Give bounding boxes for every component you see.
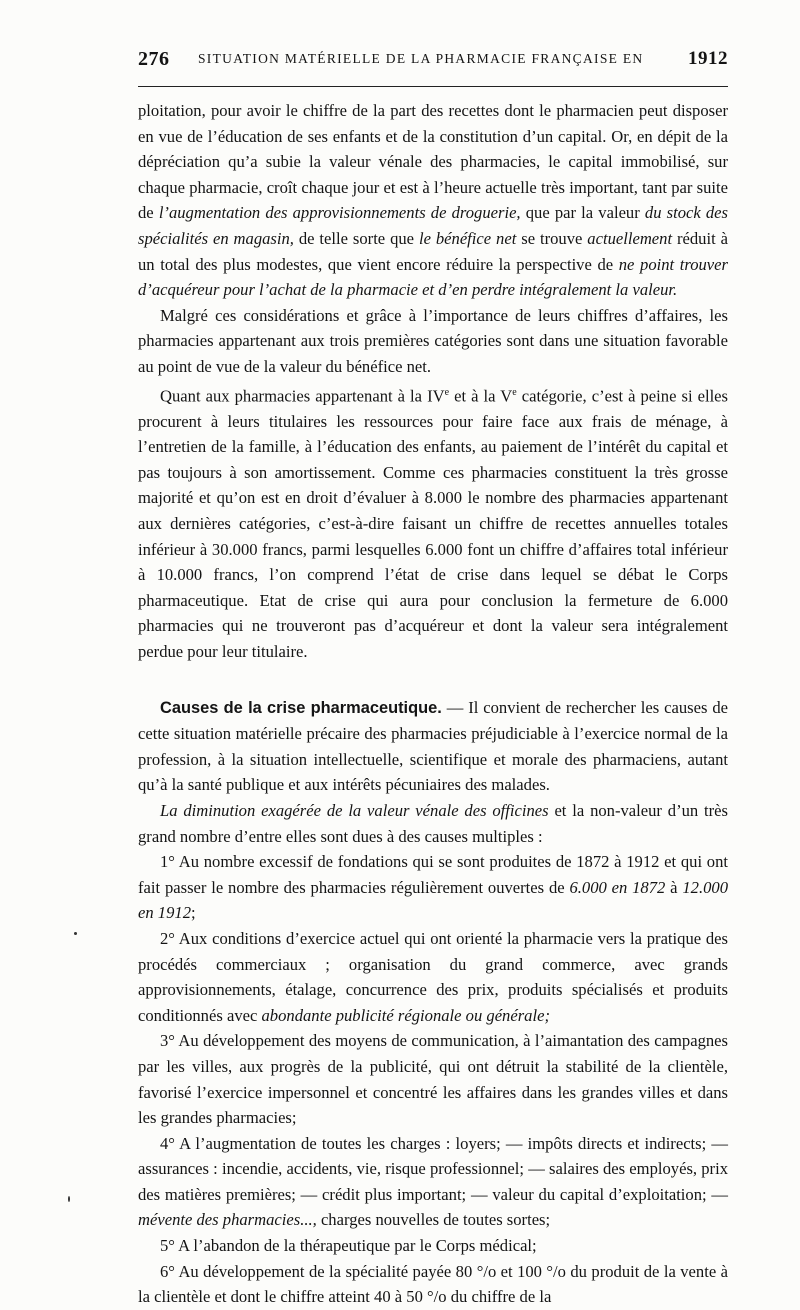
- list-item-cause-4: [138, 1131, 728, 1233]
- text-run: ploitation, pour avoir le chiffre de la part des recettes dont le pharmacien peut disposer en vue de l’éducation de ses enfants et de la constitution d’un capital. Or, en dépit de la dépréciation qu’a subie la valeur vénale des pharmacies, le capital immobilisé, sur chaque pharmacie, croît chaque jour et est à l’heure actuelle très important, tant par suite de: [138, 101, 728, 223]
- text-run: 5° A l’abandon de la thérapeutique par le Corps médical;: [160, 1236, 537, 1256]
- emphasis-text: abondante publicité régionale ou générale;: [261, 1005, 550, 1025]
- emphasis-text: 6.000 en 1872: [569, 877, 666, 897]
- text-run: et la non-valeur d’un très grand nombre d’entre elles sont dues à des causes multiples :: [138, 800, 728, 846]
- text-run: Malgré ces considérations et grâce à l’importance de leurs chiffres d’affaires, les pharmacies appartenant aux trois premières catégories sont dans une situation favorable au point de vue de la valeur du bénéfice net.: [138, 305, 728, 376]
- paragraph-continuation: [138, 98, 728, 303]
- paragraph-causes-intro: [138, 798, 728, 849]
- text-run: 1° Au nombre excessif de fondations qui se sont produites de 1872 à 1912 et qui ont fait passer le nombre des pharmacies régulièrement ouvertes de: [138, 852, 728, 897]
- page-number: 276: [138, 48, 170, 70]
- text-run: à: [665, 877, 683, 897]
- superscript: e: [444, 386, 450, 398]
- running-title-year: 1912: [688, 48, 728, 69]
- text-run: Quant aux pharmacies appartenant à la IV: [160, 386, 445, 406]
- emphasis-text: La diminution exagérée de la valeur vénale des officines: [160, 800, 549, 820]
- text-run: se trouve: [516, 228, 588, 248]
- emphasis-text: du stock des spécialités en magasin,: [138, 203, 729, 248]
- text-run: 2° Aux conditions d’exercice actuel qui ont orienté la pharmacie vers la pratique des procédés commerciaux ; organisation du grand commerce, avec grands approvisionnements, étalage, concurrence des prix, produits spécialisés et produits conditionnés avec: [138, 928, 728, 1025]
- text-run: 4° A l’augmentation de toutes les charges : loyers; — impôts directs et indirects; — assurances : incendie, accidents, vie, risque professionnel; — salaires des employés, prix des matières premières; — crédit plus important; — valeur du capital d’exploitation; —: [138, 1133, 728, 1204]
- header-rule: [138, 86, 728, 87]
- text-run: ;: [191, 903, 196, 923]
- text-run: charges nouvelles de toutes sortes;: [316, 1210, 551, 1230]
- emphasis-text: 12.000 en 1912: [138, 877, 728, 923]
- list-item-cause-6: [138, 1259, 728, 1310]
- text-run: réduit à un total des plus modestes, que vient encore réduire la perspective de: [138, 228, 728, 274]
- emphasis-text: actuellement: [587, 228, 673, 248]
- list-item-cause-1: [138, 849, 728, 926]
- section-spacer: [138, 665, 728, 695]
- text-run: catégorie, c’est à peine si elles procurent à leurs titulaires les ressources pour faire face aux frais de ménage, à l’entretien de la famille, à l’éducation des enfants, au paiement de l’intérêt du capital et pas toujours à son amortissement. Comme ces pharmacies constituent la très grosse majorité et qu’on est en droit d’évaluer à 8.000 le nombre des pharmacies appartenant aux dernières catégories, c’est-à-dire faisant un chiffre de recettes annuelles totales inférieur à 30.000 francs, parmi lesquelles 6.000 font un chiffre d’affaires total inférieur à 10.000 francs, l’on comprend l’état de crise dans lequel se débat le Corps pharmaceutique. Etat de crise qui aura pour conclusion la fermeture de 6.000 pharmacies qui ne trouveront pas d’acquéreur et dont la valeur sera intégralement perdue pour leur titulaire.: [138, 386, 729, 661]
- text-run: 3° Au développement des moyens de communication, à l’aimantation des campagnes par les villes, aux progrès de la publicité, qui ont détruit la stabilité de la clientèle, favorisé l’exercice impersonnel et concentré les affaires dans les grandes villes et dans les grandes pharmacies;: [138, 1031, 728, 1128]
- text-run: — Il convient de rechercher les causes de cette situation matérielle précaire des pharmacies préjudiciable à l’exercice normal de la profession, à la situation intellectuelle, scientifique et morale des pharmaciens, autant qu’à la santé publique et aux intérêts pécuniaires des malades.: [138, 697, 729, 795]
- list-item-cause-5: [138, 1233, 728, 1259]
- paragraph-causes-heading: [138, 695, 728, 798]
- list-item-cause-3: [138, 1028, 728, 1130]
- page-header: [138, 48, 728, 78]
- running-title: SITUATION MATÉRIELLE DE LA PHARMACIE FRANÇAISE EN: [198, 51, 644, 66]
- emphasis-text: l’augmentation des approvisionnements de droguerie,: [158, 203, 521, 223]
- text-run: que par la valeur: [520, 203, 645, 223]
- emphasis-text: mévente des pharmacies...,: [138, 1210, 317, 1230]
- emphasis-text: le bénéfice net: [418, 228, 517, 248]
- list-item-cause-2: [138, 926, 728, 1028]
- emphasis-text: ne point trouver d’acquéreur pour l’achat de la pharmacie et d’en perdre intégralement la valeur.: [138, 254, 728, 300]
- body-text: [138, 98, 728, 1310]
- text-run: 6° Au développement de la spécialité payée 80 °/o et 100 °/o du produit de la vente à la clientèle et dont le chiffre atteint 40 à 50 °/o du chiffre de la: [138, 1261, 728, 1307]
- section-heading: Causes de la crise pharmaceutique.: [160, 698, 442, 717]
- paper-speck: [68, 1196, 70, 1202]
- text-run: de telle sorte que: [293, 228, 419, 248]
- superscript: e: [512, 386, 517, 398]
- paper-speck: [74, 932, 77, 935]
- paragraph-small-pharmacies: [138, 380, 728, 665]
- text-run: et à la V: [449, 386, 513, 406]
- paragraph-considerations: [138, 303, 728, 380]
